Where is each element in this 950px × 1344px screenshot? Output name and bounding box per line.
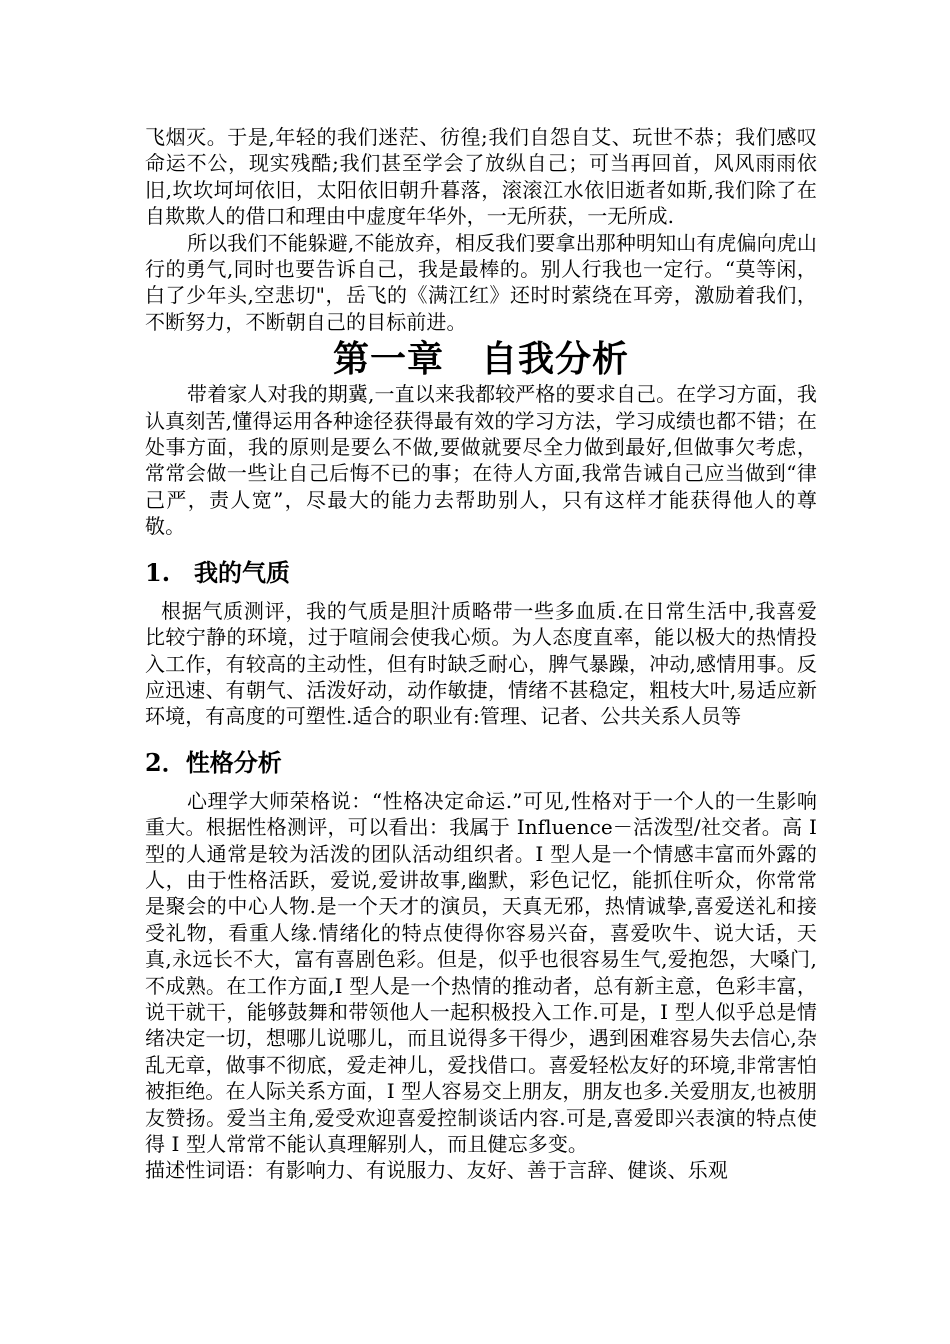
section-paragraph: 根据气质测评，我的气质是胆汁质略带一些多血质.在日常生活中,我喜爱比较宁静的环境，过于喧闹会使我心烦。为人态度直率，能以极大的热情投入工作，有较高的主动性，但有时缺乏耐心，脾气暴躁，冲动,感情用事。反应迅速、有朝气、活泼好动，动作敏捷，情绪不甚稳定，粗枝大叶,易适应新环境，有高度的可塑性.适合的职业有:管理、记者、公共关系人员等 (145, 598, 817, 729)
chapter-title: 第一章 自我分析 (332, 338, 629, 381)
section-heading: 2．性格分析 (145, 747, 282, 777)
intro-paragraph: 飞烟灭。于是,年轻的我们迷茫、彷徨;我们自怨自艾、玩世不恭；我们感叹命运不公，现实残酷;我们甚至学会了放纵自己；可当再回首，风风雨雨依旧,坎坎坷坷依旧，太阳依旧朝升暮落，滚滚江水依旧逝者如斯,我们除了在自欺欺人的借口和理由中虚度年华外，一无所获，一无所成. (145, 125, 817, 229)
document-page (145, 124, 817, 1184)
section-paragraph: 心理学大师荣格说：“性格决定命运.”可见,性格对于一个人的一生影响重大。根据性格测评，可以看出：我属于 Influence－活泼型/社交者。高 I 型的人通常是较为活泼的团队活动组织者。I 型人是一个情感丰富而外露的人，由于性格活跃，爱说,爱讲故事,幽默，彩色记忆，能抓住听众，你常常是聚会的中心人物.是一个天才的演员，天真无邪，热情诚挚,喜爱送礼和接受礼物，看重人缘.情绪化的特点使得你容易兴奋，喜爱吹牛、说大话，天真,永远长不大，富有喜剧色彩。但是，似乎也很容易生气,爱抱怨，大嗓门,不成熟。在工作方面,I 型人是一个热情的推动者，总有新主意，色彩丰富，说干就干，能够鼓舞和带领他人一起积极投入工作.可是，I 型人似乎总是情绪决定一切，想哪儿说哪儿，而且说得多干得少，遇到困难容易失去信心,杂乱无章，做事不彻底，爱走神儿，爱找借口。喜爱轻松友好的环境,非常害怕被拒绝。在人际关系方面，I 型人容易交上朋友，朋友也多.关爱朋友,也被朋友赞扬。爱当主角,爱受欢迎喜爱控制谈话内容.可是,喜爱即兴表演的特点使得 I 型人常常不能认真理解别人，而且健忘多变。 (145, 788, 817, 1156)
intro-paragraph: 所以我们不能躲避,不能放弃，相反我们要拿出那种明知山有虎偏向虎山行的勇气,同时也要告诉自己，我是最棒的。别人行我也一定行。“莫等闲，白了少年头,空悲切"，岳飞的《满江红》还时时萦绕在耳旁，激励着我们，不断努力，不断朝自己的目标前进。 (145, 230, 817, 334)
section-heading: 1. 我的气质 (145, 557, 291, 587)
descriptive-words-line: 描述性词语：有影响力、有说服力、友好、善于言辞、健谈、乐观 (145, 1158, 728, 1183)
chapter-paragraph: 带着家人对我的期冀,一直以来我都较严格的要求自己。在学习方面，我认真刻苦,懂得运用各种途径获得最有效的学习方法，学习成绩也都不错；在处事方面，我的原则是要么不做,要做就要尽全力做到最好,但做事欠考虑，常常会做一些让自己后悔不已的事；在待人方面,我常告诫自己应当做到“律己严，责人宽”，尽最大的能力去帮助别人，只有这样才能获得他人的尊敬。 (145, 382, 817, 539)
